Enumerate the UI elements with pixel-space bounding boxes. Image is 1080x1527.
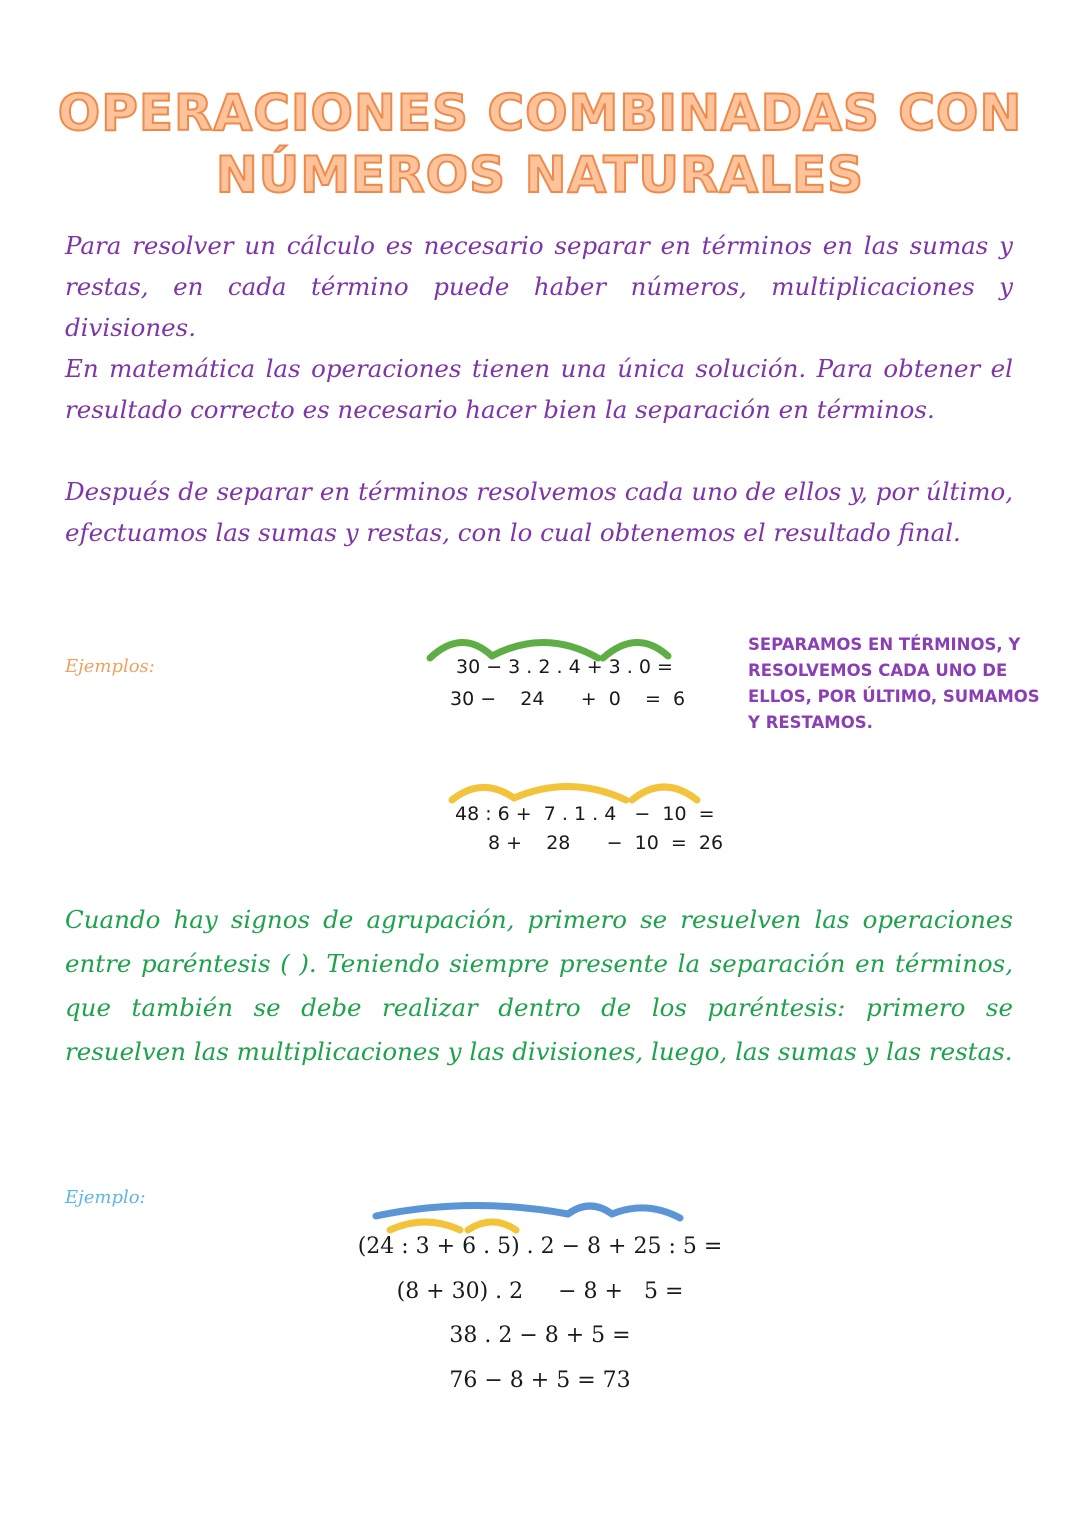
grouping-step-1: (24 : 3 + 6 . 5) . 2 − 8 + 25 : 5 = <box>357 1234 723 1259</box>
arc-yellow-2 <box>514 786 626 800</box>
title-line-1: OPERACIONES COMBINADAS CON <box>57 84 1023 142</box>
title-line-2: NÚMEROS NATURALES <box>215 146 865 204</box>
arc-blue-1 <box>376 1205 568 1216</box>
intro-paragraph-2: En matemática las operaciones tienen una única solución. Para obtener el resultado correcto es necesario hacer bien la separación en términos. <box>65 354 1013 424</box>
example1-line2: 30 − 24 + 0 = 6 <box>450 688 686 710</box>
arc-yellow-5 <box>468 1222 516 1230</box>
grouping-step-4: 76 − 8 + 5 = 73 <box>449 1368 631 1393</box>
arc-yellow-1 <box>452 787 514 800</box>
arc-blue-2 <box>568 1206 612 1214</box>
examples-note: SEPARAMOS EN TÉRMINOS, Y RESOLVEMOS CADA UNO DE ELLOS, POR ÚLTIMO, SUMAMOS Y RESTAMOS. <box>748 635 1040 732</box>
grouping-paragraph: Cuando hay signos de agrupación, primero se resuelven las operaciones entre paréntesis ( ). Teniendo siempre presente la separación en términos, que también se debe realizar dentro de los paréntesis: primero se resuelven las multiplicaciones y las divisiones, luego, las sumas y las restas. <box>65 905 1013 1066</box>
arc-blue-3 <box>612 1208 680 1218</box>
intro-paragraph-1: Para resolver un cálculo es necesario separar en términos en las sumas y restas, en cada término puede haber números, multiplicaciones y divisiones. <box>65 231 1013 342</box>
intro-paragraph-3: Después de separar en términos resolvemos cada uno de ellos y, por último, efectuamos las sumas y restas, con lo cual obtenemos el resultado final. <box>65 477 1013 547</box>
example2-line1: 48 : 6 + 7 . 1 . 4 − 10 = <box>455 803 715 825</box>
grouping-step-3: 38 . 2 − 8 + 5 = <box>449 1323 631 1348</box>
example-label: Ejemplo: <box>65 1187 146 1208</box>
example1-line1: 30 − 3 . 2 . 4 + 3 . 0 = <box>456 656 673 678</box>
arc-yellow-3 <box>632 787 697 800</box>
examples-label: Ejemplos: <box>65 656 155 677</box>
example2-line2: 8 + 28 − 10 = 26 <box>488 832 724 854</box>
arc-yellow-4 <box>390 1222 460 1230</box>
grouping-step-2: (8 + 30) . 2 − 8 + 5 = <box>396 1279 684 1304</box>
